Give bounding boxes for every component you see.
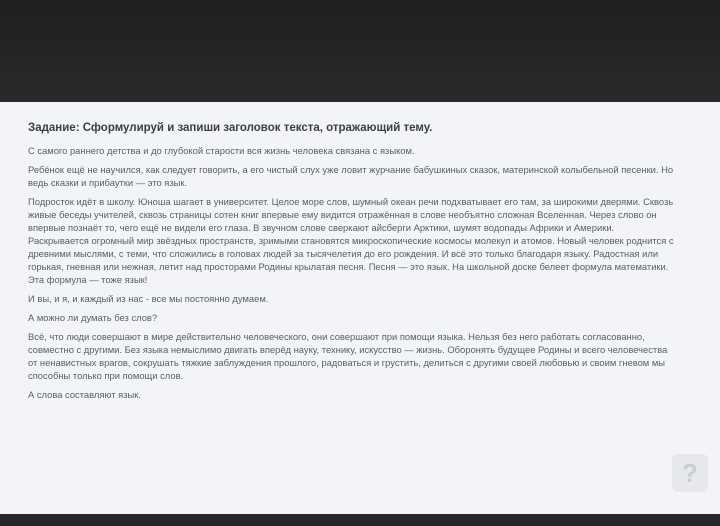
paragraph-7: А слова составляют язык.: [28, 389, 141, 400]
paragraph-6: Всё, что люди совершают в мире действительно человеческого, они совершают при помощи языка. Нельзя без него работать согласованно, совместно с другими. Без языка немыслимо двигать вперёд науку, технику, искусство — жизнь. Оборонять будущее Родины и всего человечества от ненавистных врагов, сокрушать тяжкие заблуждения прошлого, радоваться и грустить, делиться с другими своей любовью и своим гневом мы способны только при помощи слов.: [28, 331, 668, 381]
question-mark-icon[interactable]: ?: [672, 454, 708, 492]
dark-bottom-background: [0, 514, 720, 526]
task-heading: Задание: Сформулируй и запиши заголовок текста, отражающий тему.: [28, 122, 433, 134]
paragraph-1: С самого раннего детства и до глубокой старости вся жизнь человека связана с языком.: [28, 145, 415, 156]
paragraph-5: А можно ли думать без слов?: [28, 312, 158, 323]
paragraph-3: Подросток идёт в школу. Юноша шагает в университет. Целое море слов, шумный океан речи подхватывает его там, за широкими дверями. Сквозь живые беседы учителей, сквозь страницы сотен книг впервые ему видится отражённая в слове необъятно сложная Вселенная. Через слово он впервые познаёт то, чего ещё не видели его глаза. В звучном слове сверкают айсберги Арктики, шумят водопады Африки и Америки. Раскрывается огромный мир звёздных пространств, зримыми становятся микроскопические космосы молекул и атомов. Новый человек роднится с древними мыслями, с теми, что сложились в головах людей за тысячелетия до его рождения. И всё это только благодаря языку. Радостная или горькая, гневная или нежная, летит над просторами Родины крылатая песня. Песня — это язык. На школьной доске белеет формула математики. Эта формула — тоже язык!: [28, 196, 674, 285]
dark-top-background: [0, 0, 720, 102]
paragraph-4: И вы, и я, и каждый из нас - все мы постоянно думаем.: [28, 293, 269, 304]
paragraph-2: Ребёнок ещё не научился, как следует говорить, а его чистый слух уже ловит журчание бабушкиных сказок, материнской колыбельной песенки. Но ведь сказки и прибаутки — это язык.: [28, 164, 674, 188]
text-page: [0, 102, 720, 514]
